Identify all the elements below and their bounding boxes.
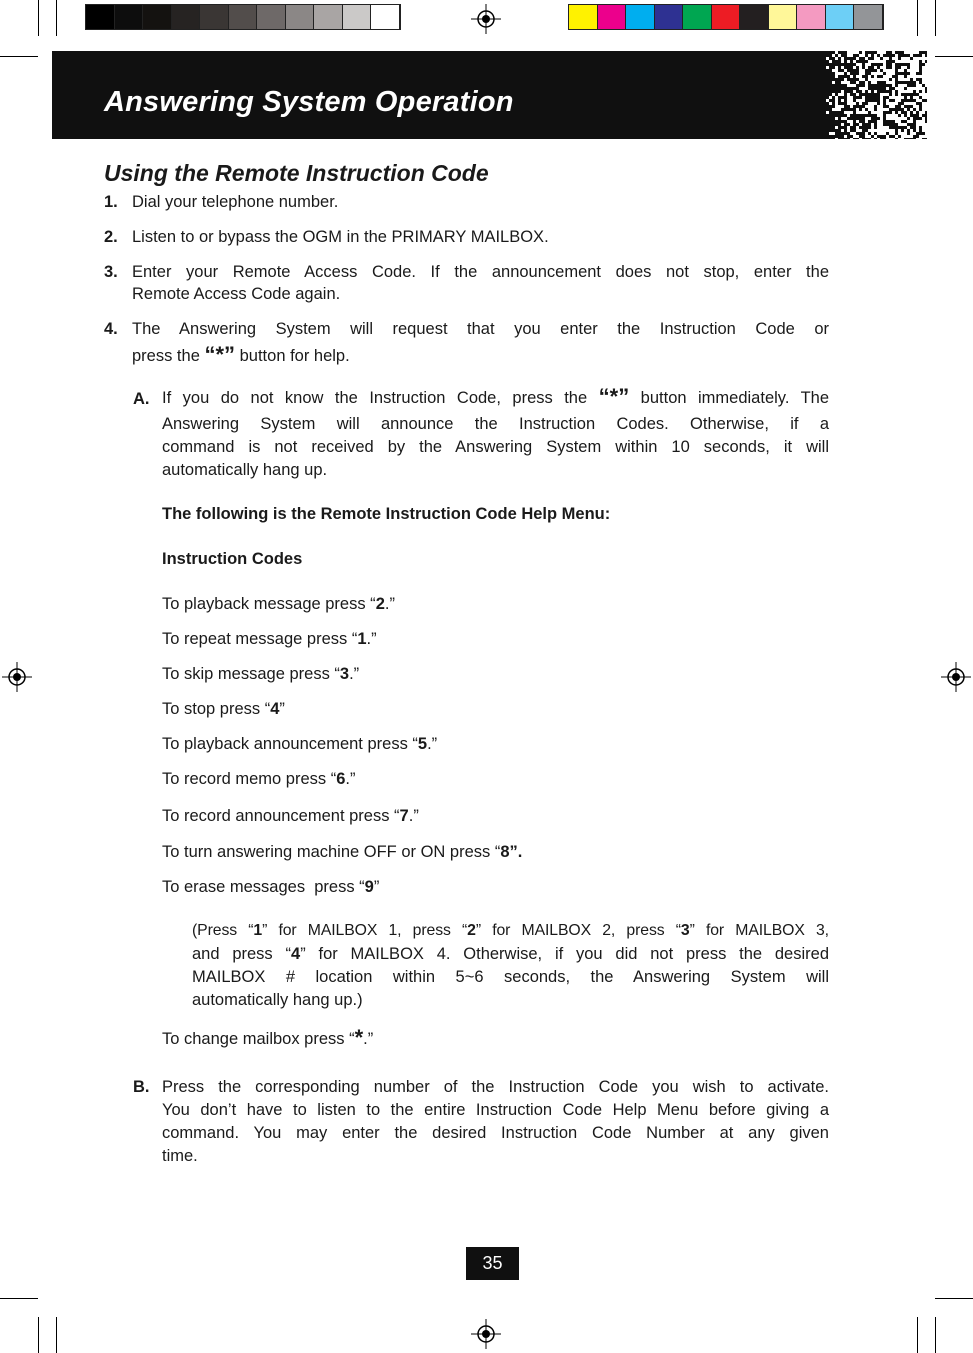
star-key-text: * <box>354 1025 364 1050</box>
text-span: To stop press “ <box>162 700 271 718</box>
code-list-item <box>162 628 377 651</box>
sub-item-text: Press the corresponding number of the Instruction Code you wish to activate. <box>162 1078 829 1096</box>
crop-mark <box>38 0 39 36</box>
text-span: .” <box>408 807 419 825</box>
sub-item-text: command is not received by the Answering System within 10 seconds, it will <box>162 438 829 456</box>
mailbox-note-line: MAILBOX # location within 5~6 seconds, the Answering System will <box>192 968 829 986</box>
text-span: To erase messages press “ <box>162 878 365 896</box>
color-swatch <box>343 5 372 29</box>
color-swatch <box>286 5 315 29</box>
code-list-item <box>162 698 285 721</box>
section-title: Using the Remote Instruction Code <box>104 160 489 186</box>
registration-mark-icon <box>941 662 971 692</box>
text-span: .” <box>427 735 438 753</box>
crop-mark <box>935 56 973 57</box>
text-span: To record announcement press “ <box>162 807 400 825</box>
text-span: press the <box>132 347 205 365</box>
text-span: button immediately. The <box>629 389 830 407</box>
crop-mark <box>935 1298 973 1299</box>
crop-mark <box>935 0 936 36</box>
sub-item-text: Answering System will announce the Instruction Codes. Otherwise, if a <box>162 415 829 433</box>
registration-mark-icon <box>471 1319 501 1349</box>
sub-item-text: time. <box>162 1147 198 1165</box>
code-key: 1 <box>253 922 263 939</box>
registration-mark-icon <box>471 4 501 34</box>
color-swatch <box>598 5 627 29</box>
help-menu-heading: The following is the Remote Instruction Code Help Menu: <box>162 505 611 523</box>
color-swatch <box>371 5 400 29</box>
code-list-item <box>162 768 356 791</box>
color-swatch <box>797 5 826 29</box>
step-text: Listen to or bypass the OGM in the PRIMARY MAILBOX. <box>132 228 549 246</box>
color-swatch <box>314 5 343 29</box>
step-text: Enter your Remote Access Code. If the announcement does not stop, enter the <box>132 263 829 281</box>
code-list-item <box>162 593 395 616</box>
code-key: 2 <box>375 595 385 613</box>
code-key: 7 <box>399 807 409 825</box>
text-span: If you do not know the Instruction Code, press the <box>162 389 599 407</box>
code-list-item <box>162 841 522 864</box>
text-span: To turn answering machine OFF or ON press “ <box>162 843 501 861</box>
text-span: To record memo press “ <box>162 770 337 788</box>
text-span: To repeat message press “ <box>162 630 358 648</box>
text-span: ” for MAILBOX 4. Otherwise, if you did not press the desired <box>300 945 829 963</box>
sub-item-text <box>162 386 829 410</box>
text-span: .” <box>349 665 360 683</box>
sub-item-label: B. <box>133 1078 150 1096</box>
star-key-text: “*” <box>204 342 236 367</box>
code-key: 8”. <box>500 843 523 861</box>
text-span: To skip message press “ <box>162 665 340 683</box>
color-swatch <box>826 5 855 29</box>
text-span: To change mailbox press “ <box>162 1030 355 1048</box>
text-span: ” <box>279 700 285 718</box>
text-span: .” <box>384 595 395 613</box>
crop-mark <box>38 1317 39 1353</box>
color-swatch <box>200 5 229 29</box>
code-list-item <box>162 876 379 899</box>
crop-mark <box>917 0 918 36</box>
code-key: 4 <box>291 945 301 963</box>
crop-mark <box>56 1317 57 1353</box>
color-swatch <box>172 5 201 29</box>
color-swatch <box>143 5 172 29</box>
code-key: 4 <box>270 700 280 718</box>
step-text: Remote Access Code again. <box>132 285 341 303</box>
text-span: ” for MAILBOX 2, press “ <box>475 922 681 939</box>
step-text: The Answering System will request that you enter the Instruction Code or <box>132 320 829 338</box>
text-span: .” <box>366 630 377 648</box>
star-key-text: “*” <box>598 384 630 409</box>
text-span: (Press “ <box>192 922 254 939</box>
process-color-bar <box>568 4 884 30</box>
text-span: ” for MAILBOX 3, <box>689 922 829 939</box>
code-list-item <box>162 663 359 686</box>
code-key: 3 <box>680 922 690 939</box>
color-swatch <box>740 5 769 29</box>
text-span: To playback announcement press “ <box>162 735 418 753</box>
text-span: button for help. <box>235 347 350 365</box>
mailbox-note-line <box>192 943 829 966</box>
text-span: and press “ <box>192 945 291 963</box>
sub-item-text: You don’t have to listen to the entire Instruction Code Help Menu before giving a <box>162 1101 829 1119</box>
step-number: 3. <box>104 263 118 281</box>
color-swatch <box>626 5 655 29</box>
color-swatch <box>683 5 712 29</box>
step-text: Dial your telephone number. <box>132 193 339 211</box>
color-swatch <box>229 5 258 29</box>
text-span: .” <box>345 770 356 788</box>
registration-mark-icon <box>2 662 32 692</box>
crop-mark <box>0 56 38 57</box>
text-span: .” <box>363 1030 374 1048</box>
page-number: 35 <box>466 1247 519 1280</box>
grayscale-color-bar <box>85 4 401 30</box>
color-swatch <box>655 5 684 29</box>
crop-mark <box>917 1317 918 1353</box>
crop-mark <box>0 1298 38 1299</box>
change-mailbox-item <box>162 1027 373 1051</box>
code-key: 9 <box>364 878 374 896</box>
color-swatch <box>115 5 144 29</box>
code-list-item <box>162 805 419 828</box>
text-span: ” for MAILBOX 1, press “ <box>262 922 468 939</box>
code-key: 2 <box>467 922 476 939</box>
code-key: 6 <box>336 770 346 788</box>
mailbox-note-line: automatically hang up.) <box>192 991 363 1009</box>
text-span: To playback message press “ <box>162 595 376 613</box>
step-text <box>132 344 350 368</box>
crop-mark <box>935 1317 936 1353</box>
instruction-codes-heading: Instruction Codes <box>162 550 303 568</box>
color-swatch <box>86 5 115 29</box>
code-key: 1 <box>357 630 367 648</box>
color-swatch <box>712 5 741 29</box>
color-swatch <box>769 5 798 29</box>
step-number: 1. <box>104 193 118 211</box>
step-number: 2. <box>104 228 118 246</box>
mailbox-note-line <box>192 920 829 943</box>
page-title: Answering System Operation <box>104 86 514 118</box>
code-list-item <box>162 733 437 756</box>
sub-item-label: A. <box>133 390 150 408</box>
code-key: 3 <box>339 665 350 683</box>
crop-mark <box>56 0 57 36</box>
decorative-pattern-icon <box>826 51 927 139</box>
code-key: 5 <box>417 735 428 753</box>
color-swatch <box>569 5 598 29</box>
step-number: 4. <box>104 320 118 338</box>
sub-item-text: automatically hang up. <box>162 461 328 479</box>
color-swatch <box>854 5 883 29</box>
text-span: ” <box>373 878 380 896</box>
color-swatch <box>257 5 286 29</box>
sub-item-text: command. You may enter the desired Instruction Code Number at any given <box>162 1124 829 1142</box>
